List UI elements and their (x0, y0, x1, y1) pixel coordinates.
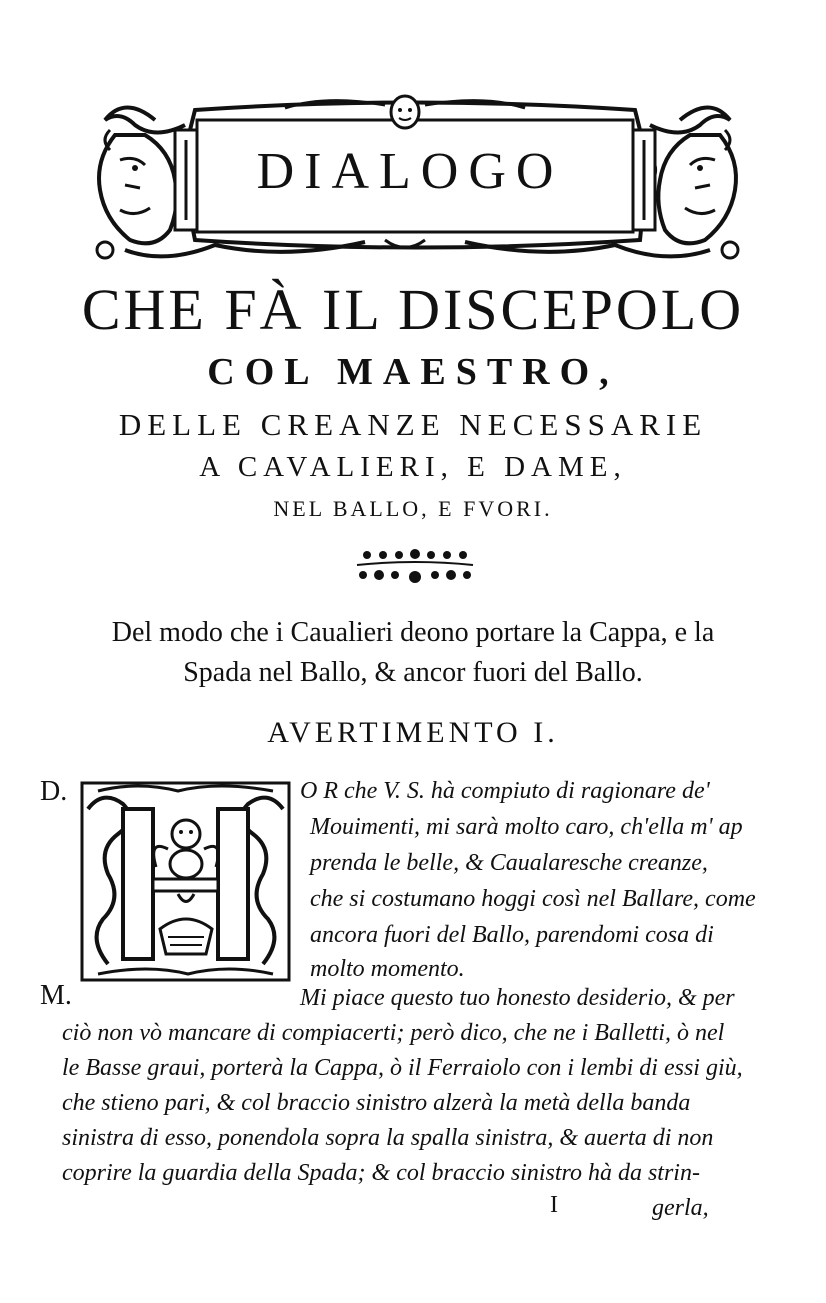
body-line: Mi piace questo tuo honesto desiderio, & per (300, 985, 735, 1011)
title-line-5: NEL BALLO, E FVORI. (273, 496, 553, 521)
cartouche-title: DIALOGO (256, 143, 564, 200)
body-line: che stieno pari, & col braccio sinistro alzerà la metà della banda (62, 1090, 691, 1116)
catchword: gerla, (652, 1195, 709, 1221)
body-line: Mouimenti, mi sarà molto caro, ch'ella m' ap (310, 814, 743, 840)
decorated-initial-h (78, 779, 293, 984)
body-line: ancora fuori del Ballo, parendomi cosa di (310, 922, 714, 948)
title-line-1: CHE FÀ IL DISCEPOLO (81, 277, 745, 342)
title-line-4: A CAVALIERI, E DAME, (199, 451, 627, 483)
body-line: coprire la guardia della Spada; & col braccio sinistro hà da strin- (62, 1160, 700, 1186)
signature-mark: I (550, 1192, 558, 1218)
body-line: ciò non vò mancare di compiacerti; però dico, che ne i Balletti, ò nel (62, 1020, 725, 1046)
title-line-3: DELLE CREANZE NECESSARIE (118, 407, 708, 442)
body-line: prenda le belle, & Caualaresche creanze, (310, 850, 708, 876)
body-line: le Basse graui, porterà la Cappa, ò il Ferraiolo con i lembi di essi giù, (62, 1055, 743, 1081)
speaker-label-discepolo: D. (40, 776, 68, 807)
body-line: molto momento. (310, 956, 465, 982)
speaker-label-maestro: M. (40, 980, 72, 1011)
section-heading: AVERTIMENTO I. (267, 716, 559, 749)
subtitle-line-2: Spada nel Ballo, & ancor fuori del Ballo. (183, 657, 643, 688)
title-line-2: COL MAESTRO, (207, 351, 619, 393)
body-line: sinistra di esso, ponendola sopra la spalla sinistra, & auerta di non (62, 1125, 714, 1151)
fleuron-ornament (355, 545, 475, 587)
body-line: O R che V. S. hà compiuto di ragionare de' (300, 778, 710, 804)
subtitle-line-1: Del modo che i Caualieri deono portare la Cappa, e la (111, 617, 715, 648)
body-line: che si costumano hoggi così nel Ballare, come (310, 886, 756, 912)
